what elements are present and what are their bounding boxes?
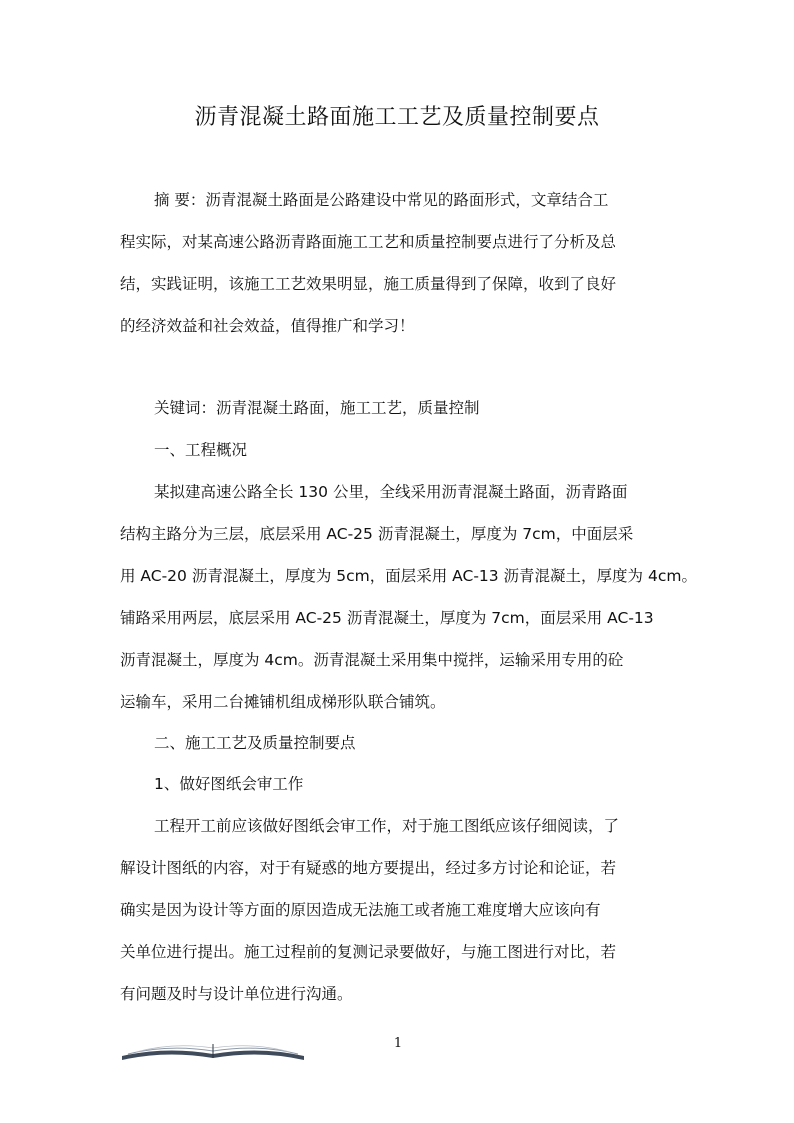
document-title: 沥青混凝土路面施工工艺及质量控制要点 xyxy=(194,105,600,130)
abstract-line: 程实际，对某高速公路沥青路面施工工艺和质量控制要点进行了分析及总 xyxy=(120,233,617,251)
section-heading: 二、施工工艺及质量控制要点 xyxy=(154,734,356,752)
section1-line: 沥青混凝土，厚度为 4cm。沥青混凝土采用集中搅拌，运输采用专用的砼 xyxy=(120,651,624,669)
subsection1-line: 有问题及时与设计单位进行沟通。 xyxy=(120,985,353,1003)
abstract-line: 的经济效益和社会效益，值得推广和学习！ xyxy=(120,317,415,335)
section1-line: 铺路采用两层，底层采用 AC-25 沥青混凝土，厚度为 7cm，面层采用 AC-13 xyxy=(120,609,654,627)
open-book-icon xyxy=(118,1038,308,1062)
abstract-line: 摘 要：沥青混凝土路面是公路建设中常见的路面形式，文章结合工 xyxy=(154,191,609,209)
section-heading: 一、工程概况 xyxy=(154,441,248,459)
page-number: 1 xyxy=(393,1036,403,1051)
section1-line: 某拟建高速公路全长 130 公里，全线采用沥青混凝土路面，沥青路面 xyxy=(154,483,628,501)
subsection1-line: 工程开工前应该做好图纸会审工作，对于施工图纸应该仔细阅读，了 xyxy=(154,817,620,835)
subsection1-line: 关单位进行提出。施工过程前的复测记录要做好，与施工图进行对比，若 xyxy=(120,943,617,961)
section1-line: 运输车，采用二台摊铺机组成梯形队联合铺筑。 xyxy=(120,693,446,711)
section1-line: 用 AC-20 沥青混凝土，厚度为 5cm，面层采用 AC-13 沥青混凝土，厚度为 4cm。 xyxy=(120,567,697,585)
section1-line: 结构主路分为三层，底层采用 AC-25 沥青混凝土，厚度为 7cm，中面层采 xyxy=(120,525,634,543)
subsection1-line: 确实是因为设计等方面的原因造成无法施工或者施工难度增大应该向有 xyxy=(120,901,601,919)
keywords: 关键词：沥青混凝土路面，施工工艺，质量控制 xyxy=(154,399,480,417)
subsection1-line: 解设计图纸的内容，对于有疑惑的地方要提出，经过多方讨论和论证，若 xyxy=(120,859,617,877)
abstract-line: 结，实践证明，该施工工艺效果明显，施工质量得到了保障，收到了良好 xyxy=(120,275,617,293)
subsection-heading: 1、做好图纸会审工作 xyxy=(154,775,304,793)
